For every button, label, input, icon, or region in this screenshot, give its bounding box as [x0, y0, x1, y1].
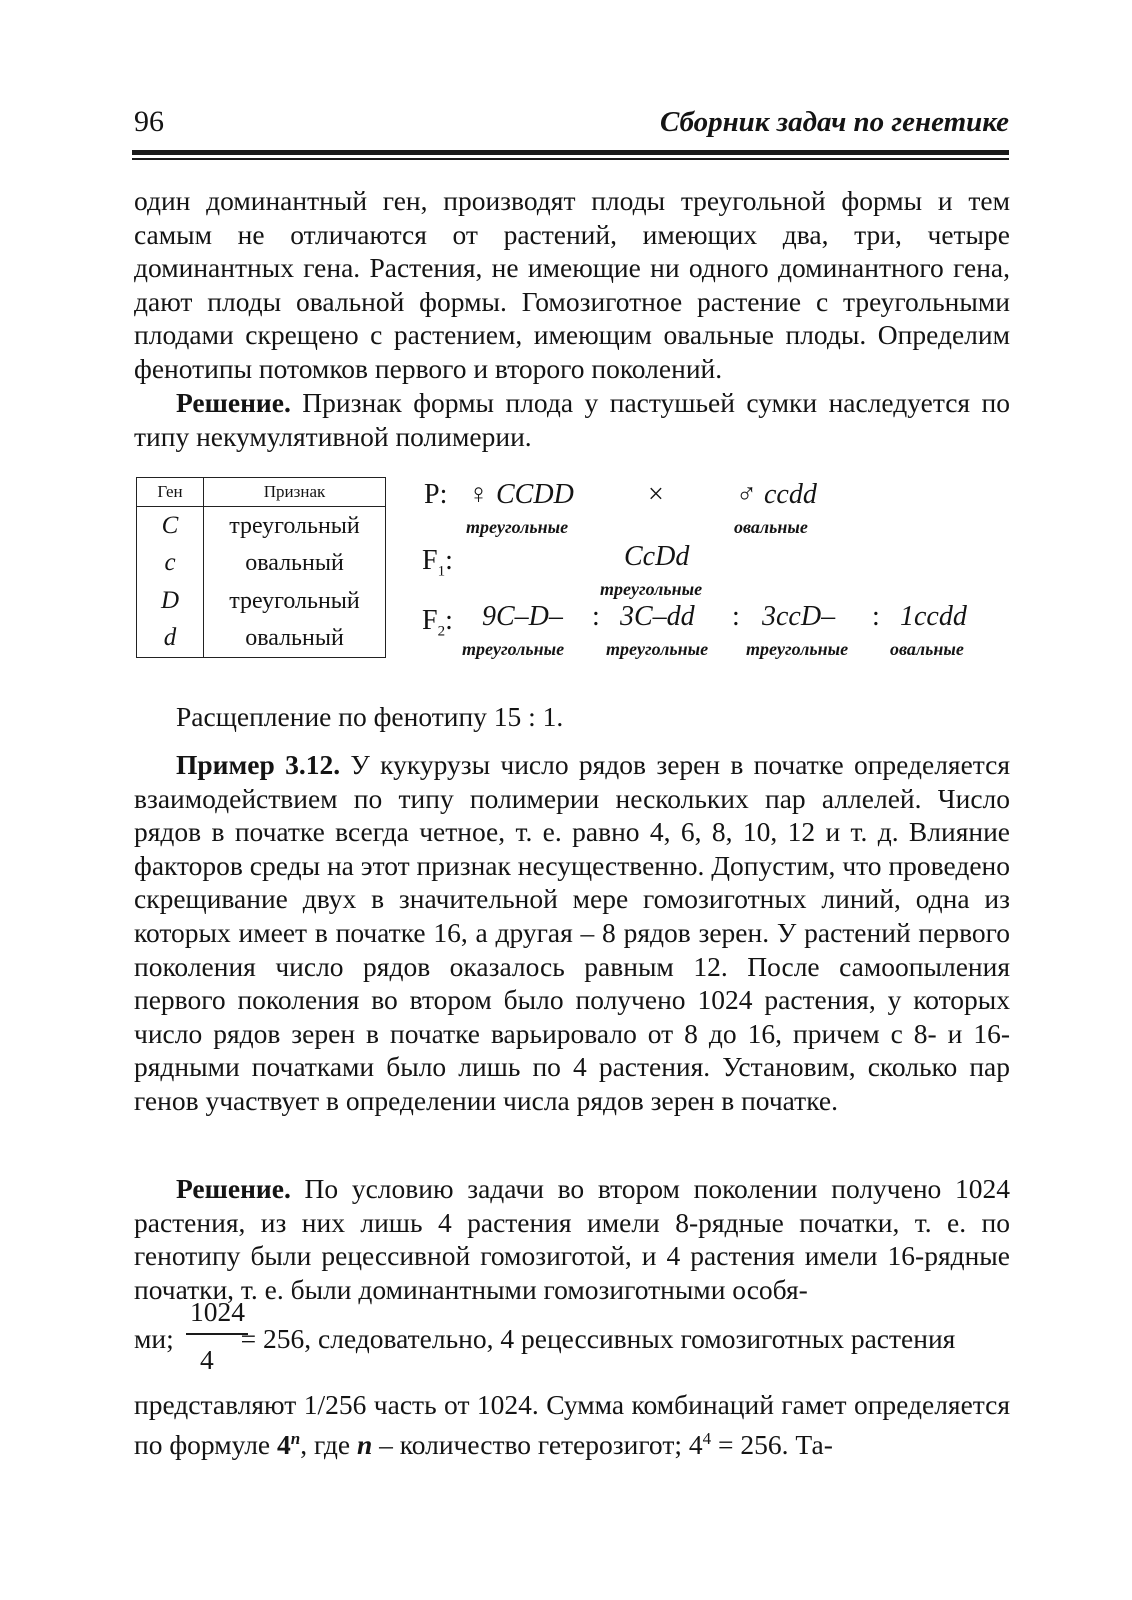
f1-colon: :: [445, 545, 453, 576]
n-variable: n: [356, 1428, 373, 1460]
table-row: [137, 619, 386, 657]
f2-class-genotype: 3C–dd: [620, 601, 695, 632]
split-text: Расщепление по фенотипу 15 : 1.: [176, 701, 564, 732]
intro-paragraph: [134, 184, 1010, 386]
f1-phenotype: треугольные: [600, 579, 703, 599]
f2-letter: F: [422, 605, 438, 636]
ratio-separator: :: [732, 601, 740, 632]
male-genotype: ♂ ccdd: [736, 479, 817, 510]
table-row: [137, 582, 386, 619]
fraction-suffix: = 256, следовательно, 4 рецессивных гомозиготных растения: [233, 1323, 956, 1354]
f1-subscript: 1: [437, 563, 446, 580]
f2-class-phenotype: треугольные: [462, 639, 565, 659]
fraction-prefix: ми;: [134, 1323, 174, 1354]
f2-class-phenotype: треугольные: [746, 639, 849, 659]
tail-paragraph: [134, 1388, 1010, 1461]
female-genotype: ♀ CCDD: [468, 479, 574, 510]
trait-cell: треугольный: [204, 582, 386, 619]
gene-cell: d: [137, 619, 204, 657]
gene-cell: C: [137, 507, 204, 545]
f2-class-genotype: 9C–D–: [482, 601, 563, 632]
example-paragraph: [134, 748, 1010, 1118]
cross-sign: ×: [648, 479, 664, 510]
trait-col-header: Признак: [204, 478, 386, 507]
male-phenotype: овальные: [734, 517, 808, 537]
f2-class-phenotype: треугольные: [606, 639, 709, 659]
trait-cell: треугольный: [204, 507, 386, 545]
page-number: 96: [134, 105, 164, 138]
tail-text-c: – количество гетерозигот;: [372, 1428, 689, 1460]
example-text: У кукурузы число рядов зерен в початке определяется взаимодействием по типу полимерии нескольких пар аллелей. Число рядов в початке всегда четное, т. е. равно 4, 6, 8, 10, 12 и т. д. Влияние факторов среды на этот признак несущественно. Допустим, что проведено скрещивание двух в значительной мере гомозиготных линий, одна из которых имеет в початке 16, а другая – 8 рядов зерен. У растений первого поколения число рядов оказалось равным 12. После самоопыления первого поколения во втором было получено 1024 растения, у которых число рядов зерен в початке варьировало от 8 до 16, причем с 8- и 16-рядными початками было лишь по 4 растения. Установим, сколько пар генов участвует в определении числа рядов зерен в початке.: [134, 749, 1010, 1116]
f2-class-phenotype: овальные: [890, 639, 964, 659]
fraction-row: [134, 1322, 1010, 1355]
formula-exponent: n: [290, 1428, 301, 1448]
solution2-label: Решение.: [176, 1173, 291, 1204]
solution2-text: По условию задачи во втором поколении получено 1024 растения, из них лишь 4 растения имели 8-рядные початки, т. е. по генотипу были рецессивной гомозиготой, и 4 растения имели 16-рядные початки, т. е. были доминантными гомозиготными особя-: [134, 1173, 1010, 1305]
f1-label: [422, 544, 453, 589]
formula-base: 4: [277, 1428, 291, 1460]
ratio-separator: :: [872, 601, 880, 632]
fraction-denominator: 4: [200, 1344, 214, 1375]
tail-text-d: = 256. Та-: [711, 1428, 833, 1460]
f1-genotype: CcDd: [624, 541, 690, 572]
solution1-text: Признак формы плода у пастушьей сумки наследуется по типу некумулятивной полимерии.: [134, 387, 1010, 452]
f2-colon: :: [445, 605, 453, 636]
gene-table-header: [137, 478, 386, 507]
f2-subscript: 2: [437, 623, 446, 640]
p-label: P:: [424, 479, 448, 510]
trait-cell: овальный: [204, 619, 386, 657]
solution2-paragraph: [134, 1172, 1010, 1306]
fraction-numerator: 1024: [190, 1296, 245, 1327]
power-base: 4: [688, 1428, 703, 1460]
female-phenotype: треугольные: [466, 517, 569, 537]
tail-text-a: представляют 1/256 часть от 1024. Сумма комбинаций гамет определяется по формуле: [134, 1389, 1010, 1460]
table-row: [137, 545, 386, 582]
gene-cell: D: [137, 582, 204, 619]
table-row: [137, 507, 386, 545]
gene-table: [136, 477, 386, 658]
split-paragraph: [134, 700, 1010, 734]
header-rule-thick: [132, 150, 1009, 155]
f2-label: [422, 604, 453, 649]
ratio-separator: :: [592, 601, 600, 632]
trait-cell: овальный: [204, 545, 386, 582]
tail-text-b: , где: [300, 1428, 357, 1460]
power-exponent: 4: [702, 1428, 712, 1448]
example-label: Пример 3.12.: [176, 749, 341, 780]
gene-col-header: Ген: [137, 478, 204, 507]
f2-class-genotype: 3ccD–: [762, 601, 836, 632]
running-title: Сборник задач по генетике: [659, 106, 1009, 138]
solution1-paragraph: [134, 386, 1010, 453]
gene-cell: c: [137, 545, 204, 582]
f1-letter: F: [422, 545, 438, 576]
solution1-label: Решение.: [176, 387, 291, 418]
f2-class-genotype: 1ccdd: [900, 601, 967, 632]
intro-text: один доминантный ген, производят плоды треугольной формы и тем самым не отличаются от растений, имеющих два, три, четыре доминантных гена. Растения, не имеющие ни одного доминантного гена, дают плоды овальной формы. Гомозиготное растение с треугольными плодами скрещено с растением, имеющим овальные плоды. Определим фенотипы потомков первого и второго поколений.: [134, 185, 1010, 384]
header-rule-thin: [132, 158, 1009, 160]
